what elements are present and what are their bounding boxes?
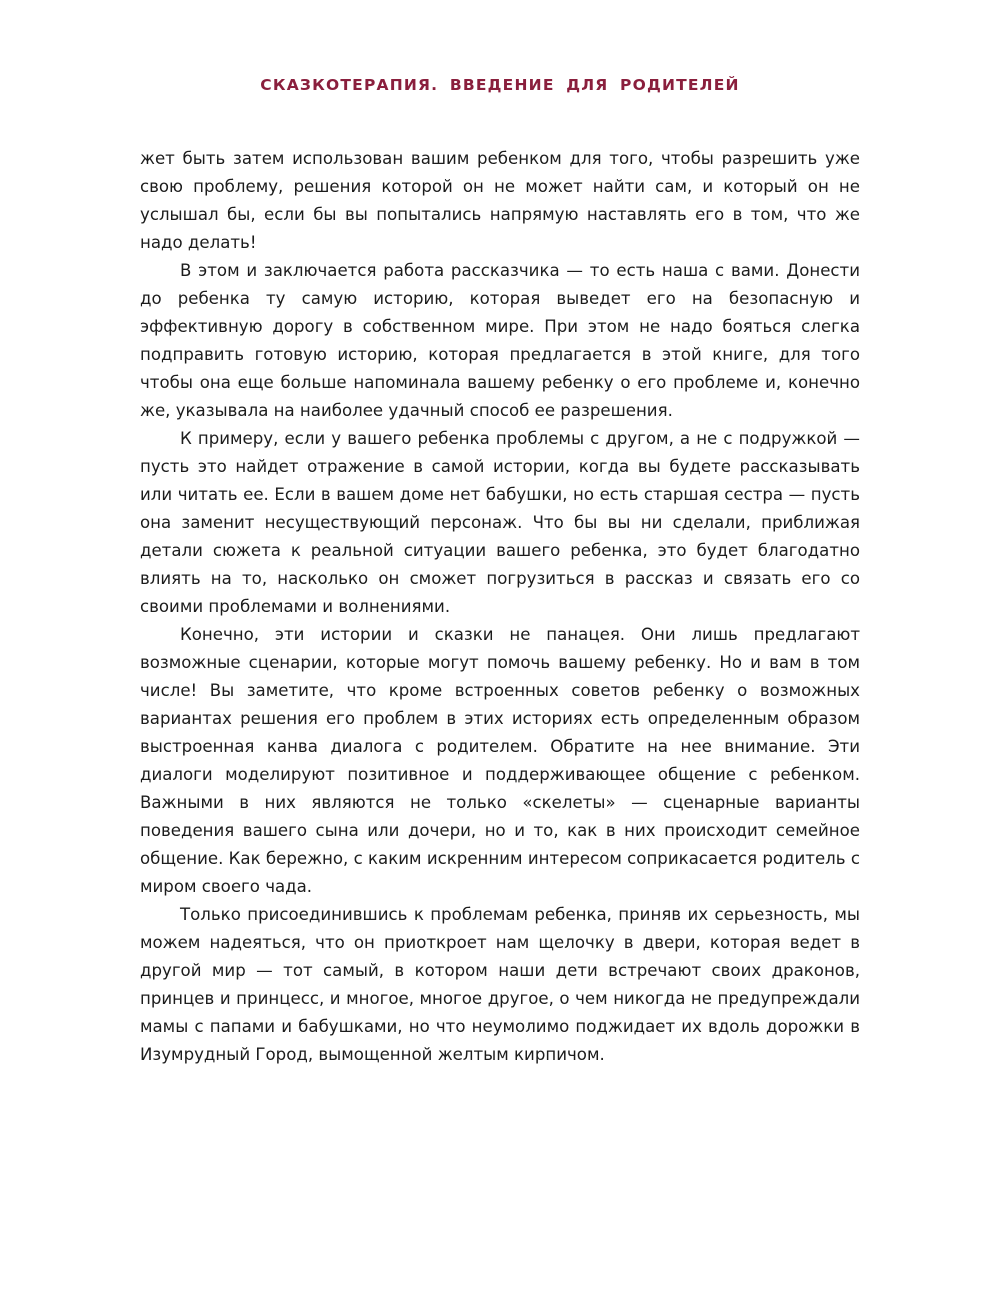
running-title: СКАЗКОТЕРАПИЯ. ВВЕДЕНИЕ ДЛЯ РОДИТЕЛЕЙ — [260, 76, 740, 94]
paragraph: Только присоединившись к проблемам ребенка, приняв их серьезность, мы можем надеяться, что он приоткроет нам щелочку в двери, которая ведет в другой мир — тот самый, в котором наши дети встречают своих драконов, принцев и принцесс, и многое, многое другое, о чем никогда не предупреждали мамы с папами и бабушками, но что неумолимо поджидает их вдоль дорожки в Изумрудный Город, вымощенной желтым кирпичом. — [140, 905, 860, 1064]
body-text — [140, 145, 860, 1069]
paragraph: В этом и заключается работа рассказчика — то есть наша с вами. Донести до ребенка ту самую историю, которая выведет его на безопасную и эффективную дорогу в собственном мире. При этом не надо бояться слегка подправить готовую историю, которая предлагается в этой книге, для того чтобы она еще больше напоминала вашему ребенку о его проблеме и, конечно же, указывала на наиболее удачный способ ее разрешения. — [140, 261, 860, 420]
paragraph: К примеру, если у вашего ребенка проблемы с другом, а не с подружкой — пусть это найдет отражение в самой истории, когда вы будете рассказывать или читать ее. Если в вашем доме нет бабушки, но есть старшая сестра — пусть она заменит несуществующий персонаж. Что бы вы ни сделали, приближая детали сюжета к реальной ситуации вашего ребенка, это будет благодатно влиять на то, насколько он сможет погрузиться в рассказ и связать его со своими проблемами и волнениями. — [140, 429, 860, 616]
paragraph-continued: жет быть затем использован вашим ребенком для того, чтобы разрешить уже свою проблему, решения которой он не может найти сам, и который он не услышал бы, если бы вы попытались напрямую наставлять его в том, что же надо делать! — [140, 149, 860, 252]
paragraph: Конечно, эти истории и сказки не панацея. Они лишь предлагают возможные сценарии, которые могут помочь вашему ребенку. Но и вам в том числе! Вы заметите, что кроме встроенных советов ребенку о возможных вариантах решения его проблем в этих историях есть определенным образом выстроенная канва диалога с родителем. Обратите на нее внимание. Эти диалоги моделируют позитивное и поддерживающее общение с ребенком. Важными в них являются не только «скелеты» — сценарные варианты поведения вашего сына или дочери, но и то, как в них происходит семейное общение. Как бережно, с каким искренним интересом соприкасается родитель с миром своего чада. — [140, 625, 860, 896]
